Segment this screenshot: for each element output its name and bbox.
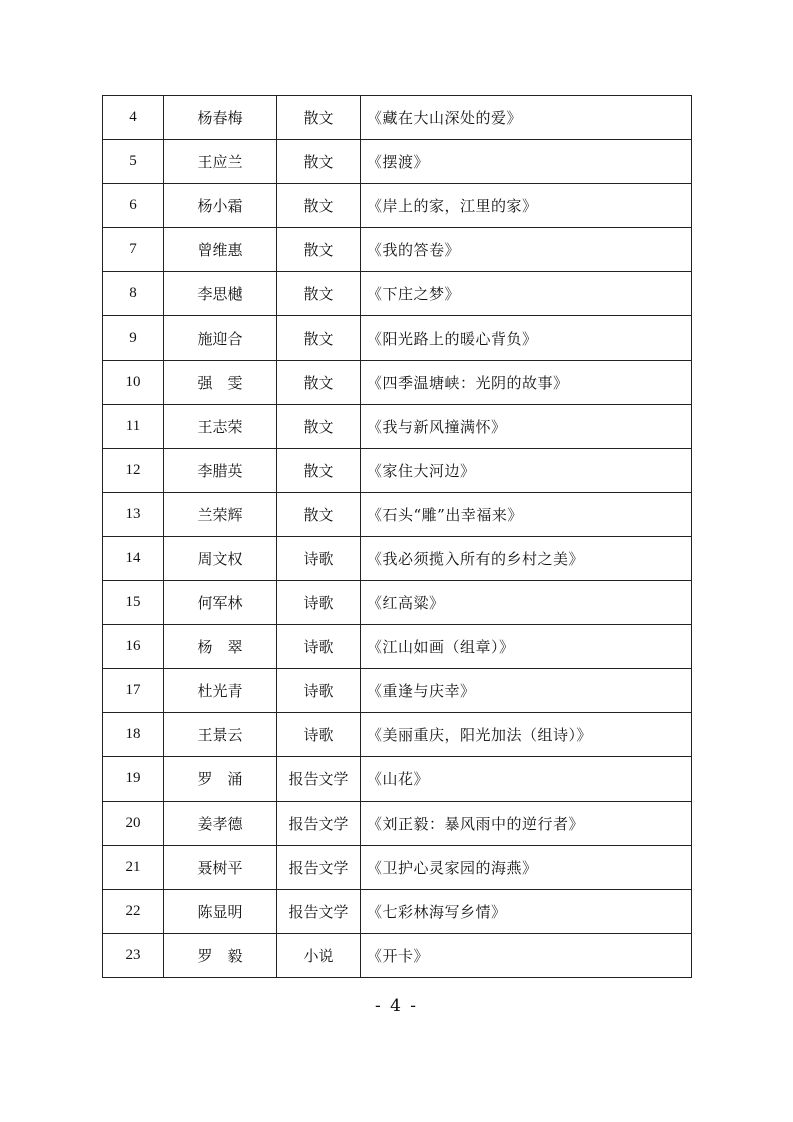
author-name: 罗 涌 — [164, 757, 277, 801]
row-number: 16 — [103, 625, 164, 669]
work-title: 《藏在大山深处的爱》 — [361, 96, 692, 140]
row-number: 4 — [103, 96, 164, 140]
author-name: 曾维惠 — [164, 228, 277, 272]
genre: 报告文学 — [277, 801, 361, 845]
genre: 小说 — [277, 933, 361, 977]
table-row — [103, 228, 692, 272]
table-row — [103, 404, 692, 448]
genre: 诗歌 — [277, 625, 361, 669]
work-title: 《美丽重庆，阳光加法（组诗）》 — [361, 713, 692, 757]
genre: 散文 — [277, 272, 361, 316]
work-title: 《我的答卷》 — [361, 228, 692, 272]
work-title: 《我与新风撞满怀》 — [361, 404, 692, 448]
row-number: 13 — [103, 492, 164, 536]
row-number: 11 — [103, 404, 164, 448]
genre: 诗歌 — [277, 669, 361, 713]
genre: 诗歌 — [277, 713, 361, 757]
author-name: 聂树平 — [164, 845, 277, 889]
author-name: 姜孝德 — [164, 801, 277, 845]
work-title: 《石头“雕”出幸福来》 — [361, 492, 692, 536]
genre: 散文 — [277, 96, 361, 140]
table-row — [103, 184, 692, 228]
row-number: 5 — [103, 140, 164, 184]
row-number: 19 — [103, 757, 164, 801]
row-number: 8 — [103, 272, 164, 316]
row-number: 15 — [103, 581, 164, 625]
work-title: 《山花》 — [361, 757, 692, 801]
author-name: 杨小霜 — [164, 184, 277, 228]
row-number: 17 — [103, 669, 164, 713]
table-row — [103, 933, 692, 977]
work-title: 《家住大河边》 — [361, 448, 692, 492]
table-row — [103, 757, 692, 801]
table-row — [103, 96, 692, 140]
work-title: 《开卡》 — [361, 933, 692, 977]
work-title: 《刘正毅：暴风雨中的逆行者》 — [361, 801, 692, 845]
genre: 散文 — [277, 184, 361, 228]
table-row — [103, 360, 692, 404]
row-number: 21 — [103, 845, 164, 889]
author-name: 李腊英 — [164, 448, 277, 492]
work-title: 《七彩林海写乡情》 — [361, 889, 692, 933]
author-name: 王景云 — [164, 713, 277, 757]
work-title: 《阳光路上的暖心背负》 — [361, 316, 692, 360]
author-name: 杜光青 — [164, 669, 277, 713]
row-number: 12 — [103, 448, 164, 492]
table-row — [103, 536, 692, 580]
author-name: 施迎合 — [164, 316, 277, 360]
author-name: 强 雯 — [164, 360, 277, 404]
genre: 散文 — [277, 360, 361, 404]
author-name: 李思樾 — [164, 272, 277, 316]
row-number: 22 — [103, 889, 164, 933]
genre: 诗歌 — [277, 581, 361, 625]
work-title: 《红高粱》 — [361, 581, 692, 625]
genre: 散文 — [277, 316, 361, 360]
genre: 散文 — [277, 448, 361, 492]
table-row — [103, 669, 692, 713]
author-name: 陈显明 — [164, 889, 277, 933]
author-name: 王应兰 — [164, 140, 277, 184]
table-row — [103, 492, 692, 536]
work-title: 《卫护心灵家园的海燕》 — [361, 845, 692, 889]
table-row — [103, 713, 692, 757]
row-number: 7 — [103, 228, 164, 272]
row-number: 18 — [103, 713, 164, 757]
genre: 报告文学 — [277, 757, 361, 801]
table-row — [103, 581, 692, 625]
author-name: 何军林 — [164, 581, 277, 625]
row-number: 23 — [103, 933, 164, 977]
genre: 报告文学 — [277, 845, 361, 889]
table-row — [103, 140, 692, 184]
work-title: 《重逢与庆幸》 — [361, 669, 692, 713]
author-name: 杨 翠 — [164, 625, 277, 669]
table-row — [103, 889, 692, 933]
row-number: 20 — [103, 801, 164, 845]
genre: 报告文学 — [277, 889, 361, 933]
author-name: 周文权 — [164, 536, 277, 580]
work-title: 《四季温塘峡：光阴的故事》 — [361, 360, 692, 404]
table-row — [103, 448, 692, 492]
work-title: 《江山如画（组章）》 — [361, 625, 692, 669]
row-number: 6 — [103, 184, 164, 228]
table-row — [103, 272, 692, 316]
author-name: 罗 毅 — [164, 933, 277, 977]
genre: 散文 — [277, 228, 361, 272]
table-row — [103, 801, 692, 845]
award-list-body — [103, 96, 692, 978]
genre: 散文 — [277, 140, 361, 184]
genre: 散文 — [277, 404, 361, 448]
table-row — [103, 845, 692, 889]
work-title: 《摆渡》 — [361, 140, 692, 184]
row-number: 10 — [103, 360, 164, 404]
author-name: 杨春梅 — [164, 96, 277, 140]
page-number: - 4 - — [374, 996, 419, 1016]
work-title: 《我必须揽入所有的乡村之美》 — [361, 536, 692, 580]
table-row — [103, 316, 692, 360]
work-title: 《下庄之梦》 — [361, 272, 692, 316]
row-number: 9 — [103, 316, 164, 360]
genre: 散文 — [277, 492, 361, 536]
row-number: 14 — [103, 536, 164, 580]
table-row — [103, 625, 692, 669]
author-name: 王志荣 — [164, 404, 277, 448]
award-list-table — [102, 95, 692, 978]
work-title: 《岸上的家，江里的家》 — [361, 184, 692, 228]
author-name: 兰荣辉 — [164, 492, 277, 536]
genre: 诗歌 — [277, 536, 361, 580]
